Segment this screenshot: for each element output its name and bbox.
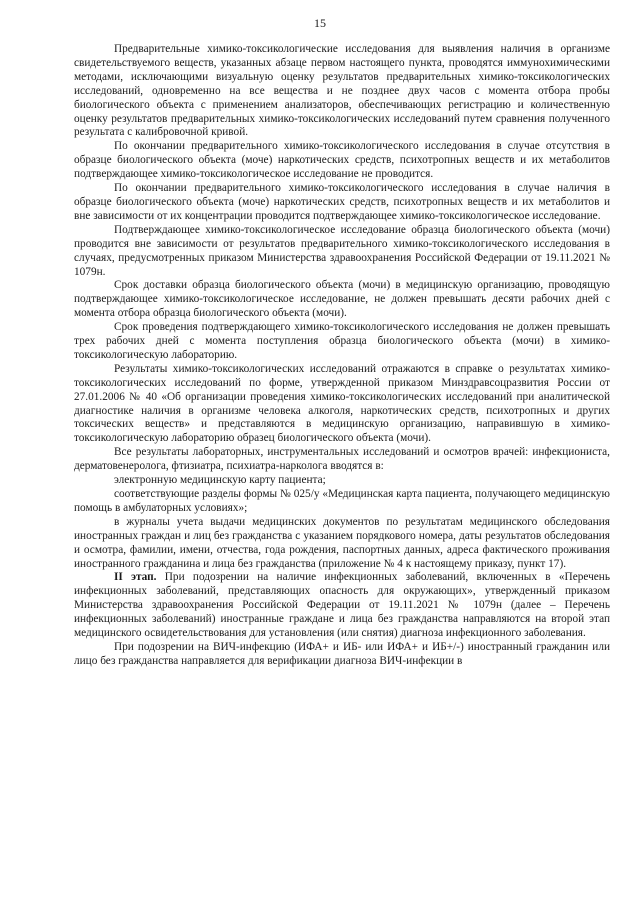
paragraph-delivery-deadline: Срок доставки образца биологического объекта (мочи) в медицинскую организацию, проводящую подтверждающее химико-токсикологическое исследование, не должен превышать десяти рабочих дней с момента отбора образца биологического объекта (мочи).: [74, 279, 610, 320]
paragraph-positive-result: По окончании предварительного химико-токсикологического исследования в случае наличия в образце биологического объекта (моче) наркотических средств, психотропных веществ и их метаболитов и вне зависимости от их концентрации проводится подтверждающее химико-токсикологическое исследование.: [74, 182, 610, 222]
page-number: 15: [314, 16, 326, 30]
paragraph-results-certificate: Результаты химико-токсикологических исследований отражаются в справке о результатах химико-токсикологических исследований по форме, утвержденной приказом Минздравсоцразвития России от 27.01.2006 № 40 «Об организации проведения химико-токсикологических исследований при аналитической диагностике наличия в организме человека алкоголя, наркотических средств, психотропных и других токсических веществ» и представляются в медицинскую организацию, направившую в химико-токсикологическую лабораторию образец биологического объекта (мочи).: [74, 362, 610, 445]
paragraph-hiv-suspicion: При подозрении на ВИЧ-инфекцию (ИФА+ и ИБ- или ИФА+ и ИБ+/-) иностранный гражданин или лицо без гражданства направляется для верификации диагноза ВИЧ-инфекции в: [74, 640, 610, 667]
paragraph-confirmatory-test: Подтверждающее химико-токсикологическое исследование образца биологического объекта (мочи) проводится вне зависимости от результатов предварительного химико-токсикологического исследования в случаях, предусмотренных приказом Министерства здравоохранения Российской Федерации от 19.11.2021 № 1079н.: [74, 223, 610, 278]
list-item-electronic-card: электронную медицинскую карту пациента;: [114, 474, 326, 487]
stage-two-label: II этап.: [114, 571, 157, 584]
paragraph-negative-result: По окончании предварительного химико-токсикологического исследования в случае отсутствия в образце биологического объекта (моче) наркотических средств, психотропных веществ и их метаболитов подтверждающее химико-токсикологическое исследование не проводится.: [74, 140, 610, 181]
paragraph-test-deadline: Срок проведения подтверждающего химико-токсикологического исследования не должен превышать трех рабочих дней с момента поступления образца биологического объекта (мочи) в химико-токсикологическую лабораторию.: [74, 321, 610, 361]
paragraph-results-entry: Все результаты лабораторных, инструментальных исследований и осмотров врачей: инфекциониста, дерматовенеролога, фтизиатра, психиатра-нарколога вводятся в:: [74, 446, 610, 473]
paragraph-stage-two: [74, 571, 610, 641]
list-item-journals: в журналы учета выдачи медицинских документов по результатам медицинского обследования иностранных граждан и лиц без гражданства с указанием порядкового номера, даты результатов обследования и осмотра, фамилии, имени, отчества, года рождения, паспортных данных, адреса фактического проживания иностранного гражданина и лица без гражданства (приложение № 4 к настоящему приказу, пункт 17).: [74, 515, 610, 570]
stage-two-text: При подозрении на наличие инфекционных заболеваний, включенных в «Перечень инфекционных заболеваний, представляющих опасность для окружающих», утвержденный приказом Министерства здравоохранения Российской Федерации от 19.11.2021 № 1079н (далее – Перечень инфекционных заболеваний) иностранные граждане и лица без гражданства направляются на второй этап медицинского освидетельствования для установления (или снятия) диагноза инфекционного заболевания.: [74, 571, 610, 640]
document-body: [74, 43, 610, 669]
list-item-form-025u: соответствующие разделы формы № 025/у «Медицинская карта пациента, получающего медицинскую помощь в амбулаторных условиях»;: [74, 488, 610, 514]
paragraph-preliminary-tests: Предварительные химико-токсикологические исследования для выявления наличия в организме свидетельствуемого веществ, указанных абзаце первом настоящего пункта, проводятся иммунохимическими методами, исключающими визуальную оценку результатов предварительных химико-токсикологических исследований, одновременно на все вещества и не позднее двух часов с момента отбора пробы биологического объекта с применением анализаторов, обеспечивающих регистрацию и количественную оценку результатов предварительных химико-токсикологических исследований путем сравнения полученного результата с калибровочной кривой.: [74, 43, 610, 139]
